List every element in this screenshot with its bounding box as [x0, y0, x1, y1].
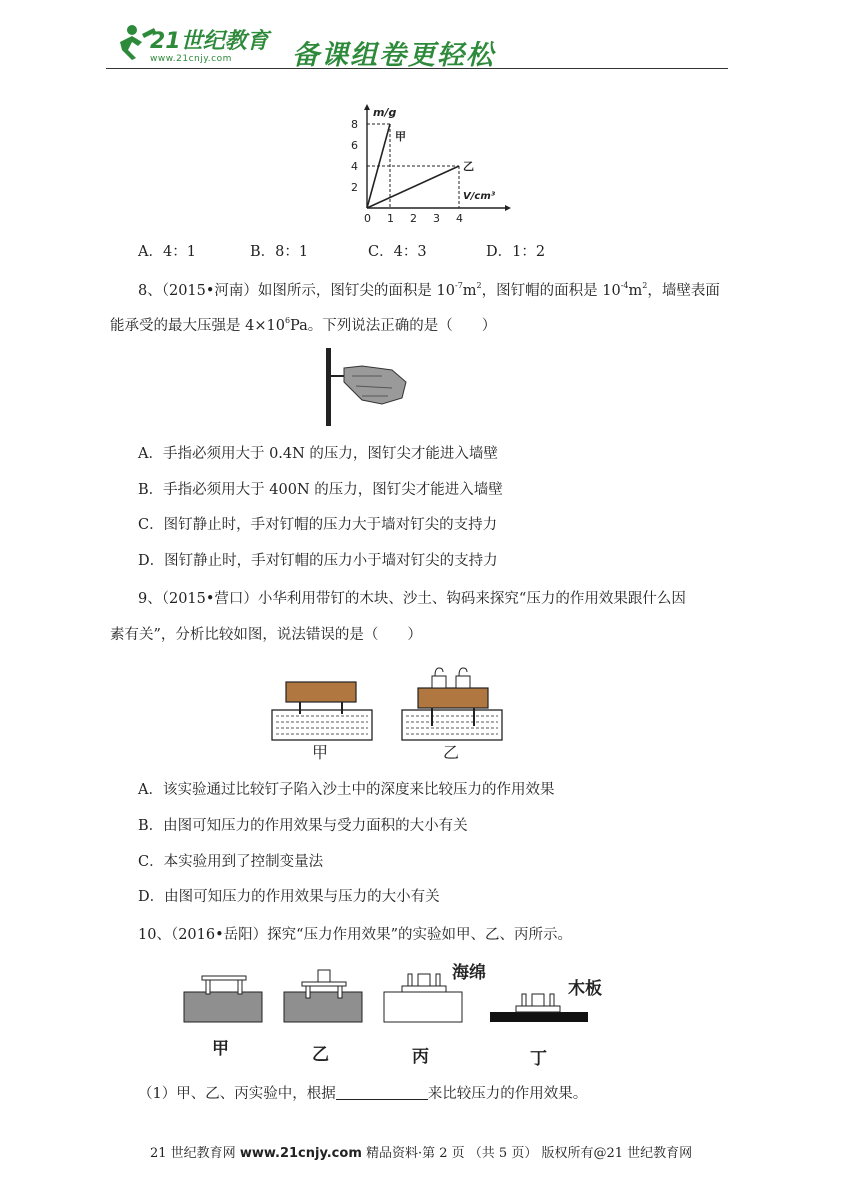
- q10-sponge-figure: [182, 962, 612, 1030]
- q8-thumbtack-figure: [322, 346, 412, 428]
- q9-stem-line2: 素有关”，分析比较如图，说法错误的是（ ）: [110, 627, 422, 643]
- x-tick-label: 4: [456, 212, 463, 225]
- q9-option-d: D．由图可知压力的作用效果与压力的大小有关: [138, 889, 440, 905]
- x-tick-label: 1: [387, 212, 394, 225]
- q9-label-yi: 乙: [443, 743, 460, 762]
- q10-label-bing: 丙: [412, 1047, 429, 1067]
- q9-stem-line1: 9、（2015•营口）小华利用带钉的木块、沙土、钩码来探究“压力的作用效果跟什么因: [138, 591, 686, 607]
- wall: [326, 348, 331, 426]
- q10-label-yi: 乙: [312, 1045, 329, 1065]
- q10-label-jia: 甲: [212, 1039, 229, 1059]
- q7-option-c: C．4：3: [368, 244, 427, 260]
- header-slogan: 备课组卷更轻松: [292, 40, 495, 71]
- y-axis-label: m/g: [373, 106, 397, 119]
- hand: [344, 366, 406, 404]
- q10-label-sponge: 海绵: [452, 963, 486, 983]
- q10-label-board: 木板: [568, 979, 602, 999]
- q10-setup-jia: [184, 976, 262, 1022]
- x-tick-label: 2: [410, 212, 417, 225]
- y-tick-label: 6: [351, 139, 358, 152]
- series-label-jia: 甲: [395, 130, 406, 143]
- x-axis-arrow: [505, 205, 511, 211]
- q9-sand-figure: [270, 660, 510, 760]
- q8-option-b: B．手指必须用大于 400N 的压力，图钉尖才能进入墙壁: [138, 482, 503, 498]
- q7-option-d: D．1：2: [486, 244, 546, 260]
- x-axis-label: V/cm³: [463, 191, 496, 202]
- q8-option-c: C．图钉静止时，手对钉帽的压力大于墙对钉尖的支持力: [138, 517, 498, 533]
- header-rule: [106, 68, 728, 69]
- q9-option-c: C．本实验用到了控制变量法: [138, 854, 324, 870]
- answer-blank[interactable]: [336, 1085, 428, 1100]
- y-tick-label: 2: [351, 181, 358, 194]
- y-tick-label: 8: [351, 118, 358, 131]
- q8-stem-line1: 8、（2015•河南）如图所示，图钉尖的面积是 $10^{-7}m^2$，图钉帽的面积是 $10^{-4}m^2$，墙壁表面: [138, 281, 720, 299]
- q10-label-ding: 丁: [530, 1049, 547, 1069]
- q9-setup-jia: [272, 682, 372, 740]
- footer-url: www.21cnjy.com: [239, 1146, 362, 1161]
- q8-option-a: A．手指必须用大于 0.4N 的压力，图钉尖才能进入墙壁: [138, 446, 498, 462]
- q8-stem-line2: 能承受的最大压强是 $4\times 10^6Pa$。下列说法正确的是（ ）: [110, 316, 497, 334]
- y-tick-label: 4: [351, 160, 358, 173]
- x-tick-label: 0: [364, 212, 371, 225]
- q7-option-a: A．4：1: [138, 244, 196, 260]
- q9-option-a: A．该实验通过比较钉子陷入沙土中的深度来比较压力的作用效果: [138, 782, 555, 798]
- q7-options: [138, 240, 698, 261]
- q7-mass-volume-chart: [345, 100, 515, 225]
- q9-setup-yi: [402, 668, 502, 740]
- q8-option-d: D．图钉静止时，手对钉帽的压力小于墙对钉尖的支持力: [138, 553, 498, 569]
- q10-sub1: （1）甲、乙、丙实验中，根据 来比较压力的作用效果。: [138, 1086, 588, 1102]
- x-tick-label: 3: [433, 212, 440, 225]
- q10-stem: 10、（2016•岳阳）探究“压力作用效果”的实验如甲、乙、丙所示。: [138, 927, 572, 943]
- q9-option-b: B．由图可知压力的作用效果与受力面积的大小有关: [138, 818, 468, 834]
- series-line-乙: [367, 166, 459, 208]
- y-axis-arrow: [364, 104, 370, 110]
- logo-text: 21世纪教育: [150, 29, 269, 54]
- q10-setup-bing: [384, 974, 462, 1022]
- page-footer: 21 世纪教育网 www.21cnjy.com 精品资料·第 2 页 （共 5 页） 版权所有@21 世纪教育网: [150, 1146, 693, 1161]
- logo-url: www.21cnjy.com: [150, 54, 232, 64]
- q9-label-jia: 甲: [312, 743, 329, 762]
- series-label-yi: 乙: [463, 160, 474, 173]
- q10-setup-yi: [284, 970, 362, 1022]
- q7-option-b: B．8：1: [250, 244, 309, 260]
